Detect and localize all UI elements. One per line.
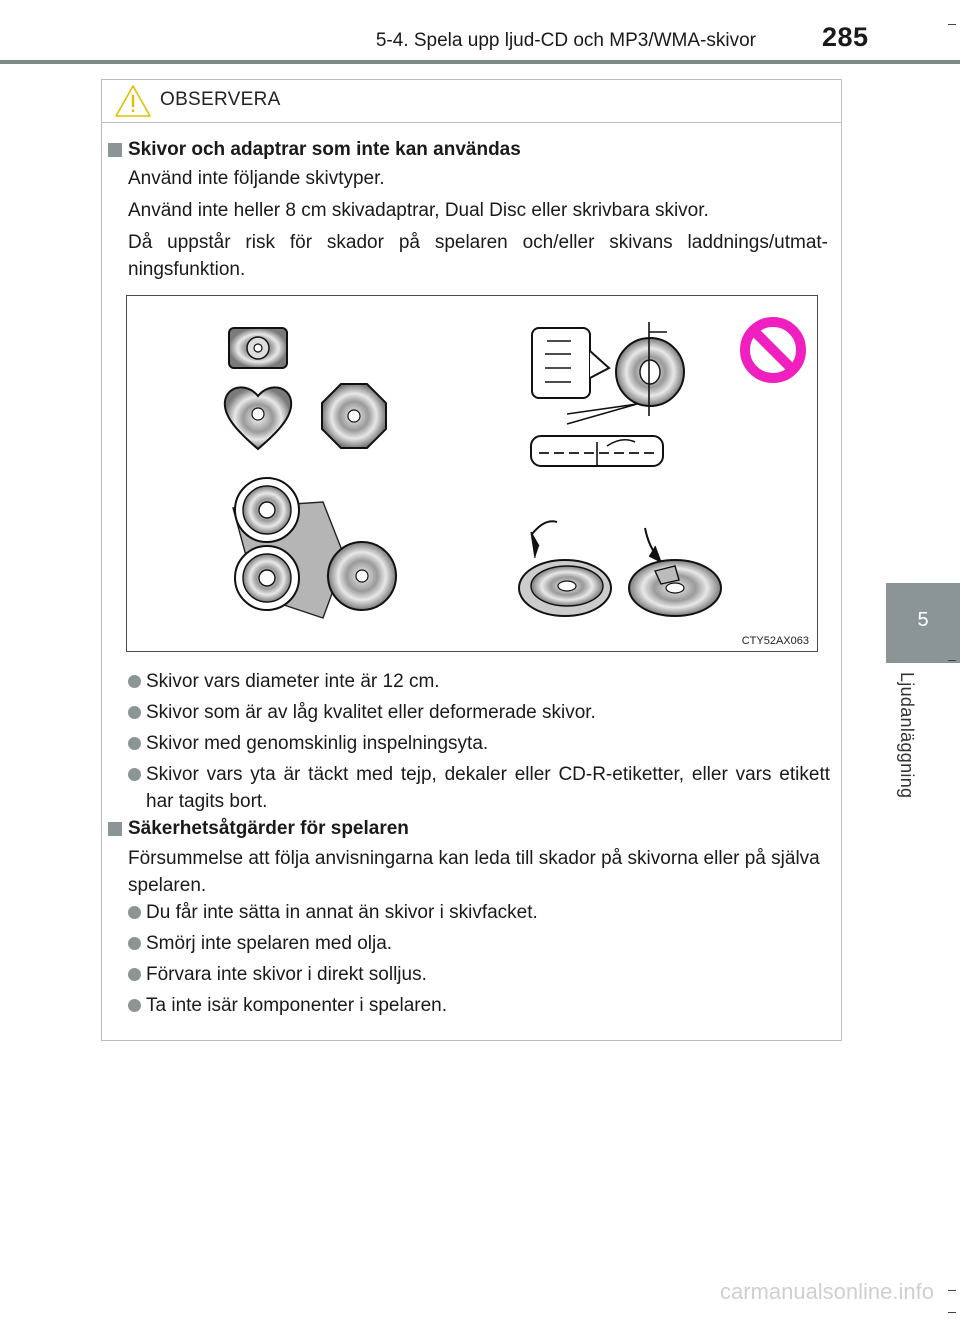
paragraph: Då uppstår risk för skador på spelaren och/eller skivans laddnings/utmat-ningsfunktion. — [128, 232, 828, 280]
notice-heading: OBSERVERA — [160, 89, 281, 110]
disc-illustration — [126, 295, 818, 652]
prohibition-sign-icon — [745, 322, 801, 378]
bullet-dot — [128, 937, 141, 950]
list-item: Ta inte isär komponenter i spelaren. — [146, 995, 447, 1016]
bullet-dot — [128, 906, 141, 919]
paragraph: Använd inte följande skivtyper. — [128, 168, 385, 189]
labelled-disc-icon — [519, 521, 721, 616]
notice-header — [102, 80, 841, 123]
chapter-tab — [886, 583, 960, 663]
disc-illustration-drawing — [127, 296, 817, 651]
bullet-dot — [128, 999, 141, 1012]
paragraph: Försummelse att följa anvisningarna kan leda till skador på skivorna eller på själva spelaren. — [128, 848, 820, 896]
dual-disc-edge-icon — [531, 322, 684, 466]
section-bullet — [108, 143, 122, 157]
header-rule — [0, 60, 960, 64]
list-item: Du får inte sätta in annat än skivor i skivfacket. — [146, 902, 538, 923]
section-title: 5-4. Spela upp ljud-CD och MP3/WMA-skivor — [375, 30, 756, 51]
figure-code: CTY52AX063 — [741, 635, 809, 647]
adapter-disc-icon — [233, 478, 396, 618]
list-item: Skivor vars diameter inte är 12 cm. — [146, 671, 440, 692]
section-title-player: Säkerhetsåtgärder för spelaren — [128, 818, 409, 839]
square-disc-icon — [229, 328, 287, 368]
bullet-dot — [128, 706, 141, 719]
bullet-dot — [128, 768, 141, 781]
list-item: Skivor med genomskinlig inspelningsyta. — [146, 733, 489, 754]
heart-disc-icon — [225, 387, 291, 449]
list-item: Skivor som är av låg kvalitet eller deformerade skivor. — [146, 702, 596, 723]
page-number: 285 — [822, 22, 869, 52]
list-item: Förvara inte skivor i direkt solljus. — [146, 964, 427, 985]
section-title-discs: Skivor och adaptrar som inte kan användas — [128, 139, 521, 160]
octagon-disc-icon — [322, 384, 386, 448]
bullet-dot — [128, 968, 141, 981]
chapter-label: Ljudanläggning — [897, 672, 917, 799]
list-item: Smörj inte spelaren med olja. — [146, 933, 393, 954]
section-bullet — [108, 822, 122, 836]
crop-mark — [948, 660, 956, 661]
watermark: carmanualsonline.info — [719, 1279, 934, 1304]
bullet-dot — [128, 737, 141, 750]
crop-mark — [948, 24, 956, 25]
list-item: Skivor vars yta är täckt med tejp, dekaler eller CD-R-etiketter, eller vars etikett har tagits bort. — [146, 764, 830, 812]
paragraph: Använd inte heller 8 cm skivadaptrar, Dual Disc eller skrivbara skivor. — [128, 200, 709, 221]
crop-mark — [948, 1312, 956, 1313]
chapter-number: 5 — [917, 609, 929, 631]
bullet-dot — [128, 675, 141, 688]
warning-triangle-icon — [114, 84, 152, 118]
crop-mark — [948, 1290, 956, 1291]
